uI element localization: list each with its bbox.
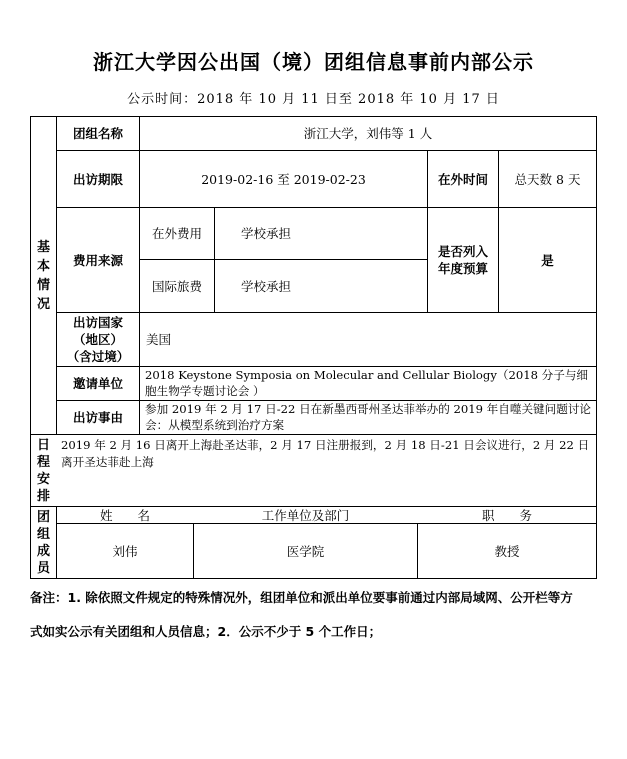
note-line-1: 备注：1. 除依照文件规定的特殊情况外，组团单位和派出单位要事前通过内部局域网、公开栏等方	[30, 590, 573, 605]
period-label: 出访期限	[72, 171, 123, 187]
section-basic-info: 基 本 情 况	[36, 239, 50, 312]
days-abroad-value: 总天数 8 天	[514, 171, 581, 187]
country-label: 出访国家 （地区） （含过境）	[66, 315, 130, 364]
purpose-label: 出访事由	[72, 410, 123, 425]
abroad-cost-value: 学校承担	[241, 226, 292, 241]
note-line-2: 式如实公示有关团组和人员信息；2．公示不少于 5 个工作日；	[30, 624, 382, 639]
section-schedule: 日 程 安 排	[36, 437, 50, 504]
member-header-title: 职 务	[481, 507, 532, 523]
publish-time: 公示时间：2018 年 10 月 11 日至 2018 年 10 月 17 日	[127, 92, 500, 107]
page-title: 浙江大学因公出国（境）团组信息事前内部公示	[93, 50, 534, 74]
inviter-value: 2018 Keystone Symposia on Molecular and Cellular Biology（2018 分子与细胞生物学专题讨论会 ）	[145, 368, 589, 398]
travel-cost-value: 学校承担	[241, 278, 292, 294]
member-name: 刘伟	[112, 543, 138, 559]
section-members: 团 组 成 员	[36, 509, 50, 576]
purpose-value: 参加 2019 年 2 月 17 日-22 日在新墨西哥州圣达菲举办的 2019 年自噬关键问题讨论会：从模型系统到治疗方案	[145, 402, 592, 432]
member-title: 教授	[494, 543, 520, 559]
schedule-value: 2019 年 2 月 16 日离开上海赴圣达菲，2 月 17 日注册报到，2 月 18 日-21 日会议进行，2 月 22 日离开圣达菲赴上海	[61, 438, 590, 469]
country-value: 美国	[146, 332, 172, 347]
member-header-unit: 工作单位及部门	[261, 507, 350, 523]
group-name-value: 浙江大学，刘伟等 1 人	[303, 126, 433, 141]
group-name-label: 团组名称	[72, 126, 123, 141]
budget-label: 是否列入年度预算	[437, 244, 488, 276]
funding-label: 费用来源	[72, 252, 123, 268]
member-unit: 医学院	[286, 543, 325, 559]
travel-cost-label: 国际旅费	[151, 278, 202, 294]
inviter-label: 邀请单位	[72, 376, 123, 391]
abroad-cost-label: 在外费用	[151, 226, 202, 241]
budget-value: 是	[541, 252, 554, 268]
member-header-name: 姓 名	[99, 507, 150, 523]
period-value: 2019-02-16 至 2019-02-23	[201, 171, 366, 187]
days-abroad-label: 在外时间	[437, 171, 488, 187]
